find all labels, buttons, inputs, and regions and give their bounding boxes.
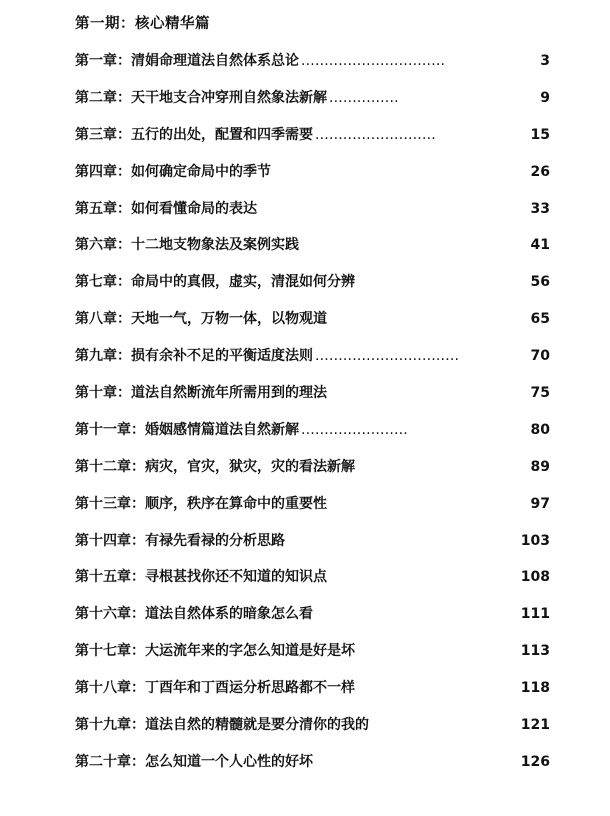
page-number: 89	[530, 458, 550, 475]
chapter-label: 第七章：	[75, 274, 131, 291]
toc-entry[interactable]	[75, 199, 550, 236]
page-number: 113	[520, 643, 550, 660]
chapter-title: 顺序，秩序在算命中的重要性	[145, 495, 327, 512]
part-title: 第一期：核心精华篇	[75, 16, 210, 32]
chapter-title: 五行的出处，配置和四季需要	[131, 126, 313, 143]
chapter-label: 第十七章：	[75, 643, 145, 660]
chapter-title: 十二地支物象法及案例实践	[131, 237, 299, 254]
chapter-label: 第二章：	[75, 89, 131, 106]
toc-entry[interactable]	[75, 88, 550, 125]
chapter-label: 第十三章：	[75, 495, 145, 512]
chapter-title: 有禄先看禄的分析思路	[145, 532, 285, 549]
page-number: 15	[530, 126, 550, 143]
chapter-title: 如何确定命局中的季节	[131, 163, 271, 180]
chapter-title: 丁酉年和丁酉运分析思路都不一样	[145, 680, 355, 697]
chapter-label: 第十八章：	[75, 680, 145, 697]
chapter-label: 第十六章：	[75, 606, 145, 623]
chapter-label: 第十五章：	[75, 569, 145, 586]
page-number: 126	[520, 753, 550, 770]
chapter-title: 天干地支合冲穿刑自然象法新解	[131, 89, 327, 106]
dot-leader: ...............................	[301, 53, 446, 69]
page-number: 111	[520, 606, 550, 623]
chapter-label: 第一章：	[75, 53, 131, 69]
chapter-label: 第十章：	[75, 385, 131, 402]
toc-entry[interactable]	[75, 567, 550, 604]
toc-entry[interactable]	[75, 346, 550, 383]
chapter-title: 天地一气，万物一体，以物观道	[131, 311, 327, 328]
chapter-title: 道法自然断流年所需用到的理法	[131, 385, 327, 402]
toc-entry[interactable]	[75, 531, 550, 568]
toc-entry[interactable]	[75, 715, 550, 752]
chapter-title: 道法自然体系的暗象怎么看	[145, 606, 313, 623]
chapter-label: 第五章：	[75, 200, 131, 217]
page-number: 75	[530, 385, 550, 402]
toc-entry[interactable]	[75, 162, 550, 199]
page-number: 118	[520, 680, 550, 697]
toc-entry[interactable]	[75, 309, 550, 346]
dot-leader: ...............	[329, 89, 399, 106]
page-number: 121	[520, 717, 550, 734]
chapter-label: 第十二章：	[75, 458, 145, 475]
chapter-title: 清娟命理道法自然体系总论	[131, 53, 299, 69]
chapter-label: 第三章：	[75, 126, 131, 143]
chapter-title: 如何看懂命局的表达	[131, 200, 257, 217]
toc-entry[interactable]	[75, 604, 550, 641]
page-number: 80	[530, 421, 550, 438]
chapter-label: 第九章：	[75, 348, 131, 365]
toc-entry[interactable]	[75, 235, 550, 272]
toc-entry[interactable]	[75, 383, 550, 420]
page-number: 103	[520, 532, 550, 549]
chapter-label: 第二十章：	[75, 753, 145, 770]
toc-entry[interactable]	[75, 457, 550, 494]
table-of-contents	[75, 51, 550, 789]
chapter-label: 第八章：	[75, 311, 131, 328]
toc-entry[interactable]	[75, 272, 550, 309]
toc-entry[interactable]	[75, 494, 550, 531]
chapter-title: 命局中的真假，虚实，清混如何分辨	[131, 274, 355, 291]
page-number: 3	[540, 53, 550, 69]
chapter-title: 怎么知道一个人心性的好坏	[145, 753, 313, 770]
chapter-label: 第十一章：	[75, 421, 145, 438]
toc-entry[interactable]	[75, 420, 550, 457]
toc-entry[interactable]	[75, 51, 550, 88]
page-number: 26	[530, 163, 550, 180]
page-number: 41	[530, 237, 550, 254]
toc-entry[interactable]	[75, 752, 550, 789]
chapter-label: 第十九章：	[75, 717, 145, 734]
dot-leader: .......................	[301, 421, 408, 438]
chapter-title: 寻根甚找你还不知道的知识点	[145, 569, 327, 586]
page-number: 9	[540, 89, 550, 106]
page-number: 108	[520, 569, 550, 586]
page-number: 33	[530, 200, 550, 217]
page-number: 70	[530, 348, 550, 365]
page-number: 65	[530, 311, 550, 328]
page-number: 97	[530, 495, 550, 512]
page-number: 56	[530, 274, 550, 291]
toc-entry[interactable]	[75, 678, 550, 715]
toc-entry[interactable]	[75, 125, 550, 162]
chapter-title: 损有余补不足的平衡适度法则	[131, 348, 313, 365]
chapter-label: 第六章：	[75, 237, 131, 254]
chapter-title: 婚姻感情篇道法自然新解	[145, 421, 299, 438]
chapter-label: 第四章：	[75, 163, 131, 180]
chapter-label: 第十四章：	[75, 532, 145, 549]
toc-entry[interactable]	[75, 641, 550, 678]
dot-leader: ..........................	[315, 126, 436, 143]
dot-leader: ...............................	[315, 348, 460, 365]
chapter-title: 道法自然的精髓就是要分清你的我的	[145, 717, 369, 734]
chapter-title: 大运流年来的字怎么知道是好是坏	[145, 643, 355, 660]
chapter-title: 病灾，官灾，狱灾，灾的看法新解	[145, 458, 355, 475]
